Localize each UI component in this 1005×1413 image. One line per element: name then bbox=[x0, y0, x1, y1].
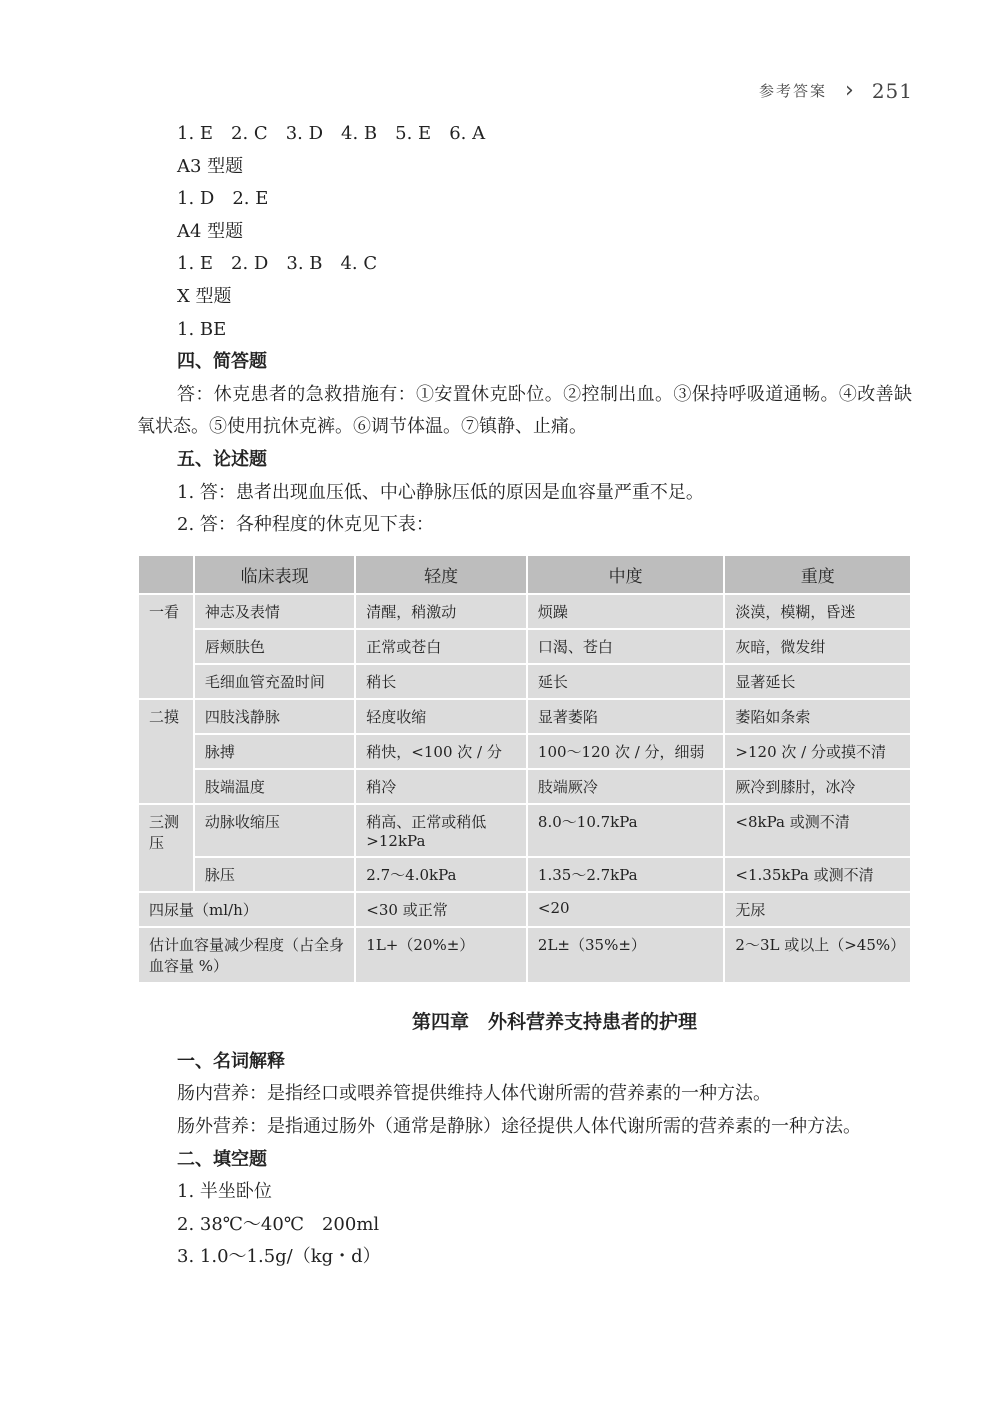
table-cell: 100～120 次 / 分，细弱 bbox=[527, 734, 725, 769]
page-number: 251 bbox=[871, 78, 913, 103]
table-cell: 灰暗，微发绀 bbox=[724, 629, 911, 664]
section-heading: 二、填空题 bbox=[177, 1148, 267, 1170]
page-content bbox=[137, 118, 912, 1274]
answer-line: 1. BE bbox=[177, 318, 227, 340]
table-header-row bbox=[138, 555, 911, 594]
group-label: 一看 bbox=[138, 594, 194, 699]
table-cell: 动脉收缩压 bbox=[194, 804, 355, 857]
page-header bbox=[759, 78, 913, 103]
table-cell: 清醒，稍激动 bbox=[355, 594, 527, 629]
essay-item: 2. 答：各种程度的休克见下表： bbox=[177, 514, 434, 536]
table-cell: <1.35kPa 或测不清 bbox=[724, 857, 911, 892]
table-header: 轻度 bbox=[355, 555, 527, 594]
table-cell: 脉压 bbox=[194, 857, 355, 892]
table-cell: 8.0～10.7kPa bbox=[527, 804, 725, 857]
table-cell: 无尿 bbox=[724, 892, 911, 927]
table-row bbox=[138, 892, 911, 927]
table-cell: 萎陷如条索 bbox=[724, 699, 911, 734]
table-cell: 稍冷 bbox=[355, 769, 527, 804]
table-cell: 毛细血管充盈时间 bbox=[194, 664, 355, 699]
group-label: 三测压 bbox=[138, 804, 194, 892]
table-row bbox=[138, 699, 911, 734]
section-heading: 五、论述题 bbox=[177, 448, 267, 470]
table-cell: 稍快，<100 次 / 分 bbox=[355, 734, 527, 769]
essay-item: 1. 答：患者出现血压低、中心静脉压低的原因是血容量严重不足。 bbox=[177, 481, 704, 503]
table-row bbox=[138, 857, 911, 892]
table-cell: 2L±（35%±） bbox=[527, 927, 725, 983]
answer-line: A3 型题 bbox=[177, 155, 244, 177]
fill-answer: 3. 1.0～1.5g/（kg・d） bbox=[177, 1246, 381, 1268]
table-cell: 厥冷到膝肘，冰冷 bbox=[724, 769, 911, 804]
table-cell: 2.7～4.0kPa bbox=[355, 857, 527, 892]
table-cell: <20 bbox=[527, 892, 725, 927]
table-row bbox=[138, 664, 911, 699]
table-cell: 估计血容量减少程度（占全身血容量 %） bbox=[138, 927, 355, 983]
table-cell: 轻度收缩 bbox=[355, 699, 527, 734]
table-header: 中度 bbox=[527, 555, 725, 594]
table-cell: 2～3L 或以上（>45%） bbox=[724, 927, 911, 983]
section-label: 参考答案 bbox=[758, 82, 827, 100]
shock-severity-table bbox=[137, 554, 912, 984]
table-row bbox=[138, 629, 911, 664]
table-cell: 稍长 bbox=[355, 664, 527, 699]
group-label: 二摸 bbox=[138, 699, 194, 804]
section-heading: 四、简答题 bbox=[177, 351, 267, 373]
table-cell: 口渴、苍白 bbox=[527, 629, 725, 664]
table-row bbox=[138, 769, 911, 804]
section-heading: 一、名词解释 bbox=[177, 1050, 285, 1072]
table-cell: 四尿量（ml/h） bbox=[138, 892, 355, 927]
fill-answer: 1. 半坐卧位 bbox=[177, 1181, 272, 1203]
table-cell: <30 或正常 bbox=[355, 892, 527, 927]
table-row bbox=[138, 734, 911, 769]
short-answer-text: 答：休克患者的急救措施有：①安置休克卧位。②控制出血。③保持呼吸道通畅。④改善缺氧状态。⑤使用抗休克裤。⑥调节体温。⑦镇静、止痛。 bbox=[137, 383, 912, 438]
table-row bbox=[138, 804, 911, 857]
table-header-blank bbox=[138, 555, 194, 594]
table-header: 重度 bbox=[724, 555, 911, 594]
table-cell: 脉搏 bbox=[194, 734, 355, 769]
table-header: 临床表现 bbox=[194, 555, 355, 594]
table-row bbox=[138, 594, 911, 629]
chevron-right-icon: › bbox=[845, 78, 854, 103]
table-cell: 稍高、正常或稍低 >12kPa bbox=[355, 804, 527, 857]
table-row bbox=[138, 927, 911, 983]
table-cell: 淡漠，模糊，昏迷 bbox=[724, 594, 911, 629]
table-cell: 1.35～2.7kPa bbox=[527, 857, 725, 892]
table-cell: 神志及表情 bbox=[194, 594, 355, 629]
table-cell: 1L+（20%±） bbox=[355, 927, 527, 983]
answer-line: 1. E 2. D 3. B 4. C bbox=[177, 253, 378, 275]
answer-line: X 型题 bbox=[177, 285, 232, 307]
table-cell: >120 次 / 分或摸不清 bbox=[724, 734, 911, 769]
chapter-title: 第四章 外科营养支持患者的护理 bbox=[411, 1010, 697, 1033]
table-cell: 显著萎陷 bbox=[527, 699, 725, 734]
table-cell: 烦躁 bbox=[527, 594, 725, 629]
table-cell: <8kPa 或测不清 bbox=[724, 804, 911, 857]
table-cell: 肢端厥冷 bbox=[527, 769, 725, 804]
table-cell: 四肢浅静脉 bbox=[194, 699, 355, 734]
answer-line: A4 型题 bbox=[177, 220, 244, 242]
table-cell: 唇颊肤色 bbox=[194, 629, 355, 664]
answer-line: 1. E 2. C 3. D 4. B 5. E 6. A bbox=[177, 123, 486, 144]
table-cell: 肢端温度 bbox=[194, 769, 355, 804]
definition-text: 肠外营养：是指通过肠外（通常是静脉）途径提供人体代谢所需的营养素的一种方法。 bbox=[177, 1115, 861, 1137]
fill-answer: 2. 38℃～40℃ 200ml bbox=[177, 1213, 380, 1235]
definition-text: 肠内营养：是指经口或喂养管提供维持人体代谢所需的营养素的一种方法。 bbox=[177, 1083, 771, 1105]
answer-line: 1. D 2. E bbox=[177, 188, 269, 210]
table-cell: 正常或苍白 bbox=[355, 629, 527, 664]
table-cell: 延长 bbox=[527, 664, 725, 699]
table-cell: 显著延长 bbox=[724, 664, 911, 699]
